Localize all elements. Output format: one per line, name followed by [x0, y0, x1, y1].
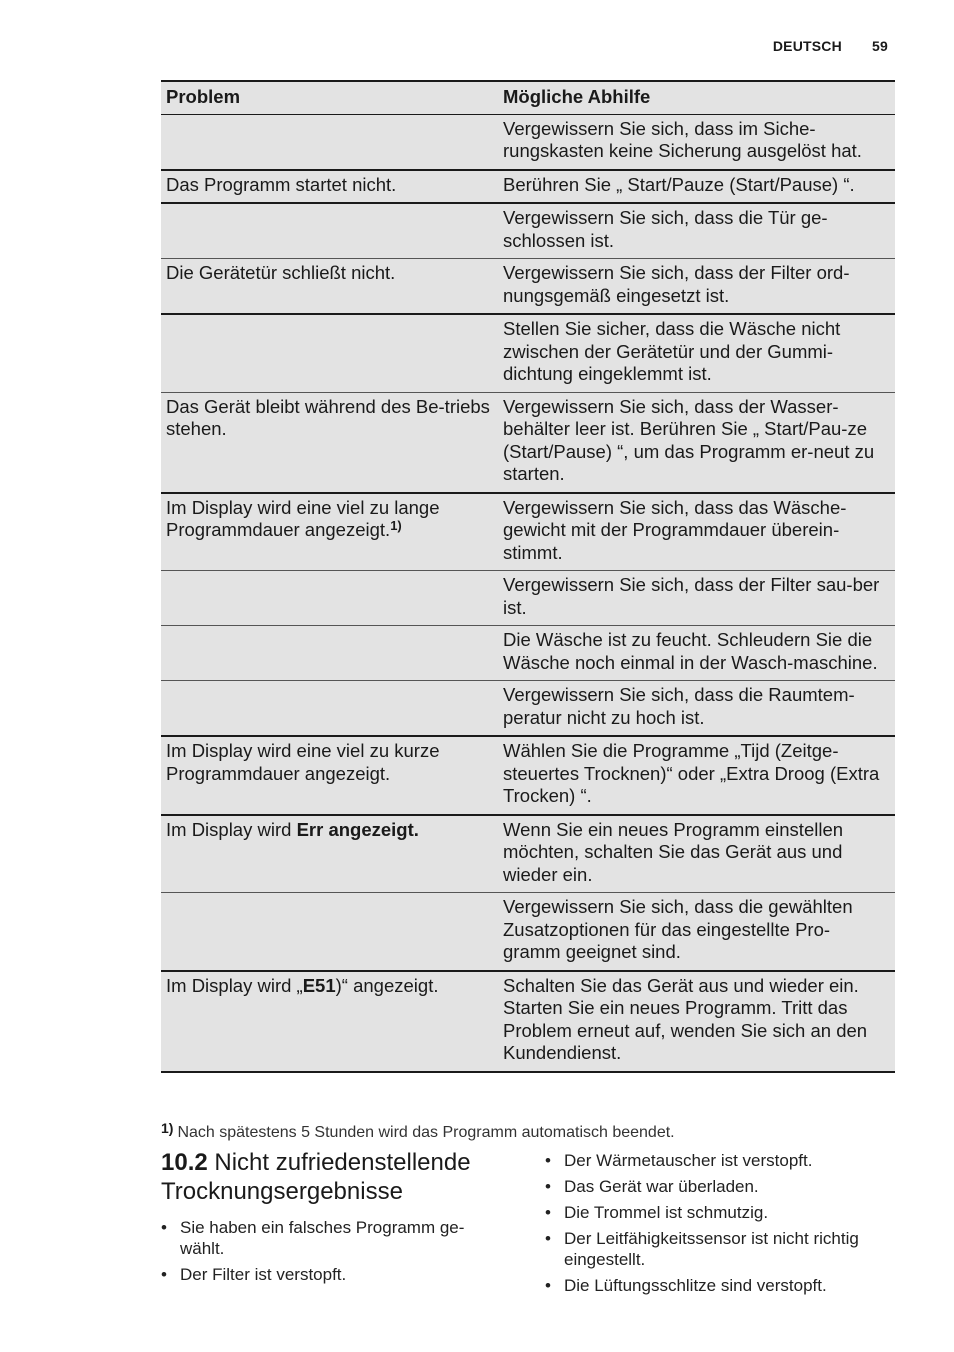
remedy-cell: Wählen Sie die Programme „Tijd (Zeitge-steuertes Trocknen)“ oder „Extra Droog (Extra Trocken) “.	[498, 736, 895, 815]
problem-cell	[161, 893, 498, 971]
column-header-problem: Problem	[161, 81, 498, 114]
table-row	[161, 815, 895, 893]
problem-cell	[161, 114, 498, 170]
remedy-cell: Vergewissern Sie sich, dass der Filter sau-ber ist.	[498, 571, 895, 626]
problem-cell	[161, 626, 498, 681]
problem-cell: Die Gerätetür schließt nicht.	[161, 259, 498, 315]
column-header-remedy: Mögliche Abhilfe	[498, 81, 895, 114]
section-number: 10.2	[161, 1149, 208, 1176]
problem-cell	[161, 815, 498, 893]
list-item	[161, 1217, 501, 1259]
remedy-cell: Vergewissern Sie sich, dass der Filter ord-nungsgemäß eingesetzt ist.	[498, 259, 895, 315]
remedy-cell: Vergewissern Sie sich, dass der Wasser-behälter leer ist. Berühren Sie „ Start/Pau-ze (Start/Pause) “, um das Programm er-neut zu starten.	[498, 392, 895, 493]
list-item-text: Die Trommel ist schmutzig.	[564, 1203, 769, 1222]
table-row	[161, 170, 895, 204]
footnote-marker: 1)	[161, 1120, 174, 1136]
list-item	[161, 1264, 501, 1285]
problem-cell: Das Programm startet nicht.	[161, 170, 498, 204]
remedy-cell: Vergewissern Sie sich, dass die gewählten Zusatzoptionen für das eingestellte Pro-gramm geeignet sind.	[498, 893, 895, 971]
list-item	[545, 1275, 895, 1296]
footnote-text: Nach spätestens 5 Stunden wird das Programm automatisch beendet.	[177, 1124, 675, 1141]
bullet-icon: •	[545, 1229, 551, 1248]
troubleshooting-table	[161, 80, 895, 1073]
remedy-cell: Wenn Sie ein neues Programm einstellen möchten, schalten Sie das Gerät aus und wieder ein.	[498, 815, 895, 893]
header-language: DEUTSCH	[772, 38, 842, 54]
problem-cell	[161, 203, 498, 259]
page-number: 59	[872, 38, 888, 54]
problem-cell: Das Gerät bleibt während des Be-triebs stehen.	[161, 392, 498, 493]
table-header-row	[161, 81, 895, 114]
remedy-cell: Berühren Sie „ Start/Pauze (Start/Pause) “.	[498, 170, 895, 204]
table-row	[161, 571, 895, 626]
remedy-cell: Vergewissern Sie sich, dass die Raumtem-peratur nicht zu hoch ist.	[498, 681, 895, 737]
section-title-text: Nicht zufriedenstellende Trocknungsergebnisse	[161, 1149, 471, 1205]
table-row	[161, 681, 895, 737]
table-row	[161, 893, 895, 971]
table-row	[161, 203, 895, 259]
remedy-cell: Stellen Sie sicher, dass die Wäsche nicht zwischen der Gerätetür und der Gummi-dichtung eingeklemmt ist.	[498, 314, 895, 392]
problem-cell	[161, 314, 498, 392]
table-row	[161, 259, 895, 315]
problem-text-suffix: )“ angezeigt.	[335, 974, 439, 996]
right-bullet-list	[545, 1150, 895, 1301]
bullet-icon: •	[545, 1203, 551, 1222]
bullet-icon: •	[161, 1265, 167, 1284]
error-code: E51	[302, 974, 336, 996]
problem-cell	[161, 493, 498, 571]
table-row	[161, 493, 895, 571]
list-item-text: Die Lüftungsschlitze sind verstopft.	[564, 1276, 827, 1295]
problem-cell	[161, 971, 498, 1072]
list-item-text: Der Filter ist verstopft.	[180, 1265, 347, 1284]
footnote-marker: 1)	[390, 518, 402, 533]
bullet-icon: •	[161, 1218, 167, 1237]
error-code: Err angezeigt.	[296, 818, 419, 840]
list-item-text: Das Gerät war überladen.	[564, 1177, 759, 1196]
list-item-text: Sie haben ein falsches Programm ge-wählt.	[180, 1218, 465, 1258]
footnote	[161, 1120, 675, 1142]
problem-text: Im Display wird	[166, 818, 297, 840]
remedy-cell: Schalten Sie das Gerät aus und wieder ein. Starten Sie ein neues Programm. Tritt das Problem erneut auf, wenden Sie sich an den Kundendienst.	[498, 971, 895, 1072]
problem-cell: Im Display wird eine viel zu kurze Programmdauer angezeigt.	[161, 736, 498, 815]
list-item	[545, 1202, 895, 1223]
table-row	[161, 392, 895, 493]
problem-text: Im Display wird „	[166, 974, 303, 996]
page-header	[773, 38, 888, 54]
remedy-cell: Vergewissern Sie sich, dass die Tür ge-schlossen ist.	[498, 203, 895, 259]
list-item	[545, 1150, 895, 1171]
list-item	[545, 1228, 895, 1270]
list-item-text: Der Wärmetauscher ist verstopft.	[564, 1151, 813, 1170]
bullet-icon: •	[545, 1177, 551, 1196]
problem-cell	[161, 681, 498, 737]
bullet-icon: •	[545, 1151, 551, 1170]
problem-cell	[161, 571, 498, 626]
section-title	[161, 1148, 521, 1206]
table-row	[161, 314, 895, 392]
left-bullet-list	[161, 1217, 501, 1290]
list-item-text: Der Leitfähigkeitssensor ist nicht richtig eingestellt.	[564, 1229, 859, 1269]
table-row	[161, 114, 895, 170]
remedy-cell: Vergewissern Sie sich, dass im Siche-rungskasten keine Sicherung ausgelöst hat.	[498, 114, 895, 170]
list-item	[545, 1176, 895, 1197]
remedy-cell: Vergewissern Sie sich, dass das Wäsche-gewicht mit der Programmdauer überein-stimmt.	[498, 493, 895, 571]
problem-text: Im Display wird eine viel zu lange Programmdauer angezeigt.	[166, 496, 440, 540]
table-row	[161, 626, 895, 681]
table-row	[161, 736, 895, 815]
bullet-icon: •	[545, 1276, 551, 1295]
remedy-cell: Die Wäsche ist zu feucht. Schleudern Sie die Wäsche noch einmal in der Wasch-maschine.	[498, 626, 895, 681]
table-row	[161, 971, 895, 1072]
